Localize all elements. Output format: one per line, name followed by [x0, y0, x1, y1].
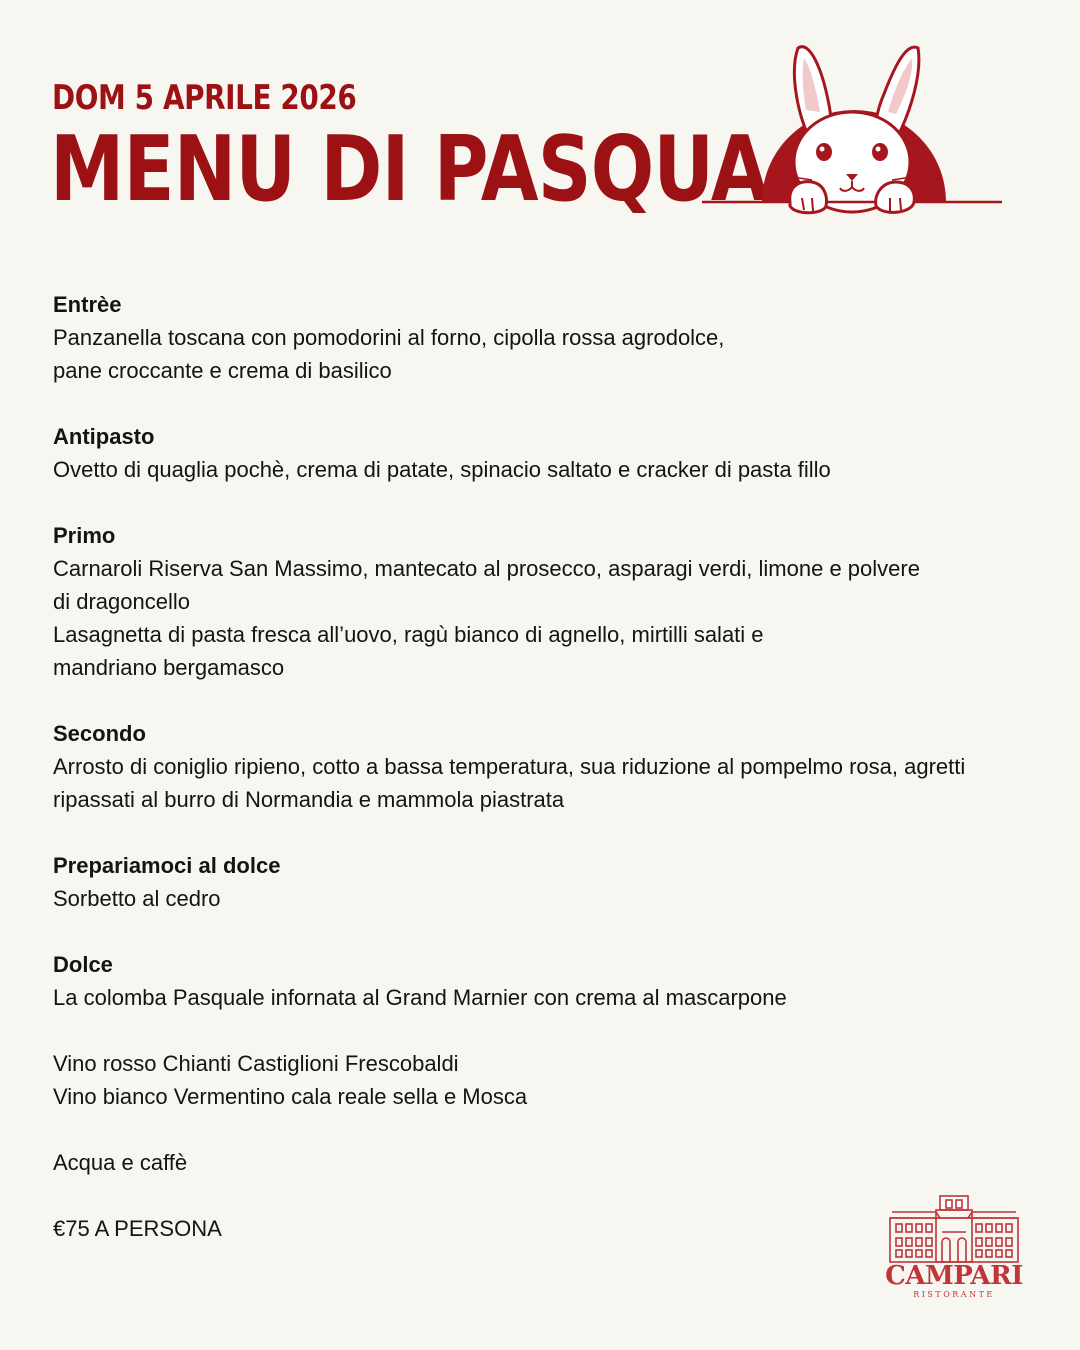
building-icon [890, 1196, 1018, 1262]
wine-line: Vino rosso Chianti Castiglioni Frescobaldi [53, 1051, 459, 1076]
logo-name: CAMPARI [885, 1261, 1023, 1291]
page-title: MENU DI PASQUA [50, 117, 768, 222]
restaurant-logo [884, 1192, 1024, 1302]
wine-list [53, 1047, 1043, 1113]
section-title: Antipasto [53, 424, 155, 449]
dish-line: Panzanella toscana con pomodorini al forno, cipolla rossa agrodolce, [53, 325, 725, 350]
dish-line: Carnaroli Riserva San Massimo, mantecato al prosecco, asparagi verdi, limone e polvere [53, 556, 920, 581]
section-title: Primo [53, 523, 116, 548]
menu-section-secondo [53, 717, 1043, 816]
dish-line: Sorbetto al cedro [53, 886, 221, 911]
menu-section-antipasto [53, 420, 1043, 486]
extras-line: Acqua e caffè [53, 1150, 188, 1175]
rabbit-icon [700, 40, 1005, 220]
menu-section-dolce [53, 948, 1043, 1014]
extras [53, 1146, 1043, 1179]
section-title: Dolce [53, 952, 113, 977]
menu-section-primo [53, 519, 1043, 684]
dish-line: Arrosto di coniglio ripieno, cotto a bassa temperatura, sua riduzione al pompelmo rosa, agretti [53, 754, 966, 779]
section-title: Entrèe [53, 292, 122, 317]
dish-line: di dragoncello [53, 589, 190, 614]
logo-subtitle: RISTORANTE [913, 1290, 995, 1299]
section-title: Prepariamoci al dolce [53, 853, 281, 878]
menu-section-predessert [53, 849, 1043, 915]
wine-line: Vino bianco Vermentino cala reale sella e Mosca [53, 1084, 528, 1109]
dish-line: Ovetto di quaglia pochè, crema di patate, spinacio saltato e cracker di pasta fillo [53, 457, 831, 482]
dish-line: La colomba Pasquale infornata al Grand Marnier con crema al mascarpone [53, 985, 787, 1010]
price: €75 A PERSONA [53, 1216, 222, 1241]
dish-line: ripassati al burro di Normandia e mammola piastrata [53, 787, 565, 812]
event-date: DOM 5 APRILE 2026 [52, 78, 357, 118]
menu-section-entree [53, 288, 1043, 387]
dish-line: mandriano bergamasco [53, 655, 285, 680]
dish-line: Lasagnetta di pasta fresca all’uovo, ragù bianco di agnello, mirtilli salati e [53, 622, 764, 647]
menu-list [53, 288, 1043, 1245]
dish-line: pane croccante e crema di basilico [53, 358, 392, 383]
section-title: Secondo [53, 721, 146, 746]
